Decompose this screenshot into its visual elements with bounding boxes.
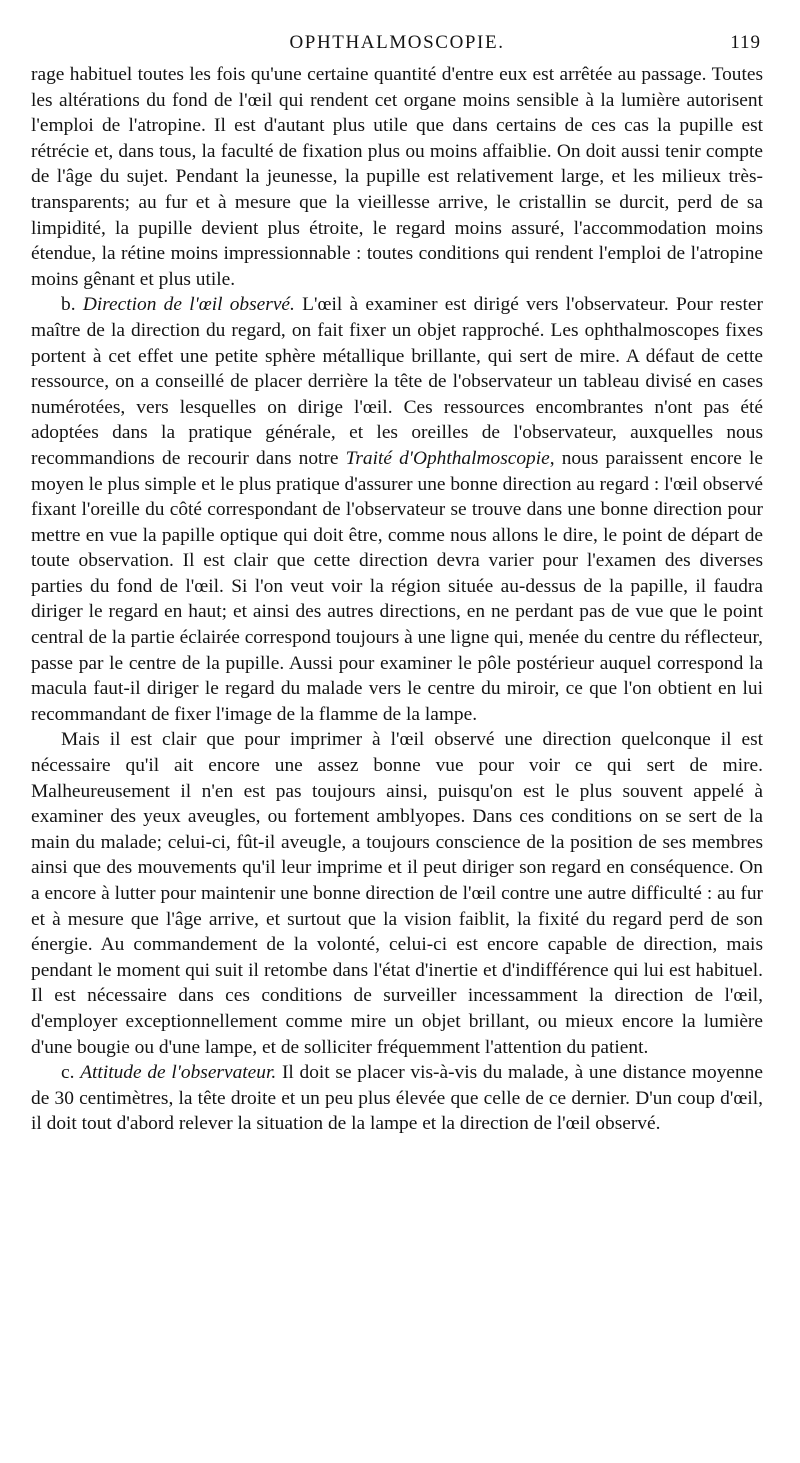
running-head — [31, 28, 763, 62]
section-label-b: b. — [61, 294, 76, 316]
section-title-attitude: Attitude de l'observateur. — [80, 1062, 277, 1084]
paragraph-text: Il doit se placer vis-à-vis du malade, à une distance moyenne de 30 centimètres, la tête droite et un peu plus élevée que celle de ce dernier. D'un coup d'œil, il doit tout d'abord relever la situation de la lampe et la direction de l'œil observé. — [31, 1062, 763, 1135]
section-label-c: c. — [61, 1062, 75, 1084]
paragraph-direction-oeil — [31, 292, 763, 727]
paragraph-continuation — [31, 62, 763, 292]
book-title-reference: Traité d'Ophthalmoscopie — [345, 447, 550, 469]
running-title: OPHTHALMOSCOPIE. — [289, 32, 505, 53]
paragraph-text: , nous paraissent encore le moyen le plus simple et le plus pratique d'assurer une bonne direction au regard : l'œil observé fixant l'oreille du côté correspondant de l'observateur se trouve dans une bonne direction pour mettre en vue la papille optique qui doit être, comme nous allons le dire, le point de départ de toute observation. Il est clair que cette direction devra varier pour l'examen des diverses parties du fond de l'œil. Si l'on veut voir la région située au-dessus de la papille, il faudra diriger le regard en haut; et ainsi des autres directions, en ne perdant pas de vue que le point central de la partie éclairée correspond toujours à une ligne qui, menée du centre du réflecteur, passe par le centre de la pupille. Aussi pour examiner le pôle postérieur auquel correspond la macula faut-il diriger le regard du malade vers le centre du miroir, ce que l'on obtient en lui recommandant de fixer l'image de la flamme de la lampe. — [31, 447, 763, 725]
paragraph-mire — [31, 727, 763, 1060]
paragraph-text: rage habituel toutes les fois qu'une certaine quantité d'entre eux est arrêtée au passage. Toutes les altérations du fond de l'œil qui rendent cet organe moins sensible à la lumière autorisent l'emploi de l'atropine. Il est d'autant plus utile que dans certains de ces cas la pupille est rétrécie et, dans tous, la faculté de fixation plus ou moins affaiblie. On doit aussi tenir compte de l'âge du sujet. Pendant la jeunesse, la pupille est relativement large, et les milieux très-transparents; au fur et à mesure que la vieillesse arrive, le cristallin se durcit, perd de sa limpidité, la pupille devient plus étroite, le regard moins assuré, l'accommodation moins étendue, la rétine moins impressionnable : toutes conditions qui rendent l'emploi de l'atropine moins gênant et plus utile. — [31, 64, 763, 290]
body-text — [31, 62, 763, 1137]
section-title-direction: Direction de l'œil observé. — [82, 294, 295, 316]
paragraph-text: L'œil à examiner est dirigé vers l'observateur. Pour rester maître de la direction du regard, on fait fixer un objet rapproché. Les ophthalmoscopes fixes portent à cet effet une petite sphère métallique brillante, qui sert de mire. A défaut de cette ressource, on a conseillé de placer derrière la tête de l'observateur un tableau divisé en cases numérotées, vers lesquelles on dirige l'œil. Ces ressources encombrantes n'ont pas été adoptées dans la pratique générale, et les oreilles de l'observateur, auxquelles nous recommandions de recourir dans notre — [31, 294, 763, 469]
paragraph-attitude-observateur — [31, 1060, 763, 1137]
page-number: 119 — [730, 32, 761, 53]
paragraph-text: Mais il est clair que pour imprimer à l'œil observé une direction quelconque il est nécessaire qu'il ait encore une assez bonne vue pour voir ce qui sert de mire. Malheureusement il n'en est pas toujours ainsi, puisqu'on est le plus souvent appelé à examiner des yeux aveugles, ou fortement amblyopes. Dans ces conditions on se sert de la main du malade; celui-ci, fût-il aveugle, a toujours conscience de la position de ses membres ainsi que des mouvements qu'il leur imprime et il peut diriger son regard en conséquence. On a encore à lutter pour maintenir une bonne direction de l'œil contre une autre difficulté : au fur et à mesure que l'âge arrive, et surtout que la vision faiblit, la fixité du regard perd de son énergie. Au commandement de la volonté, celui-ci est encore capable de direction, mais pendant le moment qui suit il retombe dans l'état d'inertie et d'indifférence qui lui est habituel. Il est nécessaire dans ces conditions de surveiller incessamment la direction de l'œil, d'employer exceptionnellement comme mire un objet brillant, ou mieux encore la lumière d'une bougie ou d'une lampe, et de solliciter fréquemment l'attention du patient. — [31, 729, 763, 1058]
